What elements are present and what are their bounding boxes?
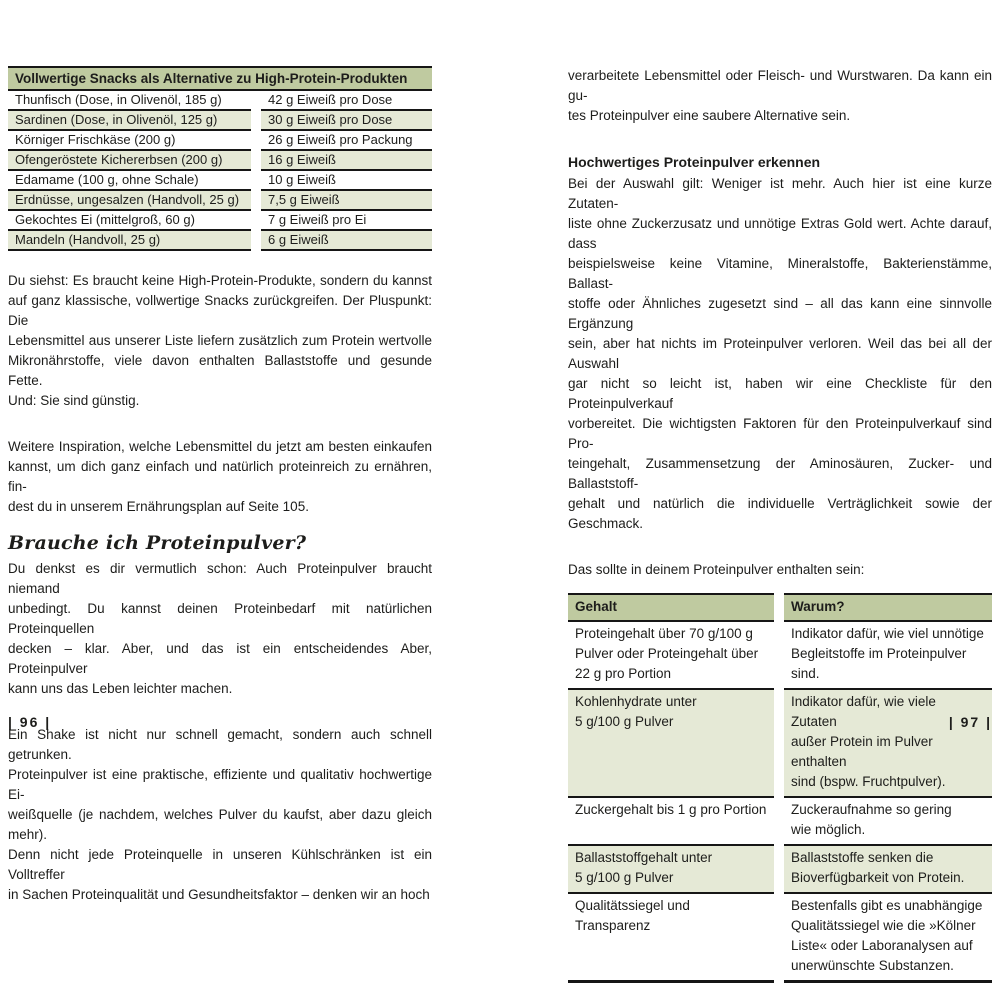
table-cell-value: 42 g Eiweiß pro Dose	[261, 91, 432, 111]
text-line: 5 g/100 g Pulver	[575, 870, 674, 885]
table-cell-reason	[784, 622, 992, 690]
column-gap	[251, 91, 261, 111]
table-cell-criterion	[568, 846, 774, 894]
table-cell-reason	[784, 894, 992, 983]
paragraph-inspiration	[8, 437, 432, 517]
table-cell-value: 7,5 g Eiweiß	[261, 191, 432, 211]
table-cell-item: Körniger Frischkäse (200 g)	[8, 131, 251, 151]
text-line: Bei der Auswahl gilt: Weniger ist mehr. Auch hier ist eine kurze Zutaten-	[568, 176, 992, 211]
text-line: Ballaststoffgehalt unter	[575, 850, 713, 865]
text-line: teingehalt, Zusammensetzung der Aminosäuren, Zucker- und Ballaststoff-	[568, 456, 992, 491]
table-row	[8, 191, 432, 211]
text-line: wie möglich.	[791, 822, 866, 837]
text-line: Indikator dafür, wie viel unnötige	[791, 626, 984, 641]
text-line: Denn nicht jede Proteinquelle in unseren Kühlschränken ist ein Volltreffer	[8, 847, 432, 882]
text-line: gehalt und natürlich die individuelle Verträglichkeit sowie der Geschmack.	[568, 496, 992, 531]
column-gap	[774, 690, 784, 798]
table-cell-criterion	[568, 798, 774, 846]
snack-table	[8, 66, 432, 251]
column-gap	[774, 593, 784, 622]
table-cell-reason	[784, 846, 992, 894]
text-line: liste ohne Zuckerzusatz und unnötige Extras Gold wert. Achte darauf, dass	[568, 216, 992, 251]
page-97	[568, 66, 992, 983]
text-line: kannst, um dich ganz einfach und natürlich proteinreich zu ernähren, fin-	[8, 459, 432, 494]
table-row	[8, 91, 432, 111]
text-line: decken – klar. Aber, und das ist ein entscheidendes Aber, Proteinpulver	[8, 641, 432, 676]
table-cell-item: Mandeln (Handvoll, 25 g)	[8, 231, 251, 251]
text-line: unbedingt. Du kannst deinen Proteinbedarf mit natürlichen Proteinquellen	[8, 601, 432, 636]
text-line: in Sachen Proteinqualität und Gesundheitsfaktor – denken wir an hoch	[8, 887, 430, 902]
text-line: verarbeitete Lebensmittel oder Fleisch- und Wurstwaren. Da kann ein gu-	[568, 68, 992, 103]
table-cell-item: Ofengeröstete Kichererbsen (200 g)	[8, 151, 251, 171]
text-line: Qualitätssiegel wie die »Kölner	[791, 918, 976, 933]
page-number-right: | 97 |	[948, 714, 992, 730]
text-line: Ballaststoffe senken die	[791, 850, 934, 865]
text-line: gar nicht so leicht ist, haben wir eine Checkliste für den Proteinpulverkauf	[568, 376, 992, 411]
text-line: Bioverfügbarkeit von Protein.	[791, 870, 965, 885]
column-gap	[251, 131, 261, 151]
text-line: dest du in unserem Ernährungsplan auf Seite 105.	[8, 499, 309, 514]
text-line: Begleitstoffe im Proteinpulver sind.	[791, 646, 967, 681]
text-line: Indikator dafür, wie viele Zutaten	[791, 694, 936, 729]
text-line: weißquelle (je nachdem, welches Pulver du kaufst, aber dazu gleich mehr).	[8, 807, 432, 842]
column-gap	[251, 211, 261, 231]
table-row	[8, 151, 432, 171]
table-cell-criterion	[568, 894, 774, 983]
text-line: vorbereitet. Die wichtigsten Faktoren für den Proteinpulverkauf sind Pro-	[568, 416, 992, 451]
paragraph-protein-need	[8, 559, 432, 699]
table-cell-value: 6 g Eiweiß	[261, 231, 432, 251]
column-gap	[251, 111, 261, 131]
table-row	[8, 171, 432, 191]
page-96	[8, 66, 432, 931]
table-header-row	[568, 593, 992, 622]
text-line: Und: Sie sind günstig.	[8, 393, 140, 408]
table-row	[8, 231, 432, 251]
table-row	[8, 131, 432, 151]
text-line: Proteingehalt über 70 g/100 g	[575, 626, 753, 641]
text-line: sind (bspw. Fruchtpulver).	[791, 774, 946, 789]
text-line: Lebensmittel aus unserer Liste liefern zusätzlich zum Protein wertvolle	[8, 333, 432, 348]
table-cell-criterion	[568, 690, 774, 798]
column-gap	[774, 846, 784, 894]
column-gap	[251, 151, 261, 171]
paragraph-processed-foods	[568, 66, 992, 126]
page-number-left: | 96 |	[8, 714, 52, 730]
column-gap	[251, 171, 261, 191]
column-gap	[251, 191, 261, 211]
text-line: 22 g pro Portion	[575, 666, 672, 681]
text-line: außer Protein im Pulver enthalten	[791, 734, 933, 769]
table-cell-criterion	[568, 622, 774, 690]
text-line: Zuckergehalt bis 1 g pro Portion	[575, 802, 767, 817]
table-cell-reason	[784, 798, 992, 846]
table-row	[568, 798, 992, 846]
text-line: Zuckeraufnahme so gering	[791, 802, 952, 817]
table-header-warum: Warum?	[784, 593, 992, 622]
text-line: kann uns das Leben leichter machen.	[8, 681, 233, 696]
text-line: Weitere Inspiration, welche Lebensmittel du jetzt am besten einkaufen	[8, 439, 432, 454]
section-heading-hochwertiges-proteinpulver: Hochwertiges Proteinpulver erkennen	[568, 154, 821, 170]
text-line: Du denkst es dir vermutlich schon: Auch Proteinpulver braucht niemand	[8, 561, 432, 596]
text-line: Du siehst: Es braucht keine High-Protein-Produkte, sondern du kannst	[8, 273, 432, 288]
table-cell-reason	[784, 690, 992, 798]
paragraph-selection-criteria	[568, 174, 992, 534]
table-cell-value: 26 g Eiweiß pro Packung	[261, 131, 432, 151]
paragraph-snacks-conclusion	[8, 271, 432, 411]
text-line: stoffe oder Ähnliches zugesetzt sind – all das kann eine sinnvolle Ergänzung	[568, 296, 992, 331]
text-line: sein, aber hat nichts im Proteinpulver verloren. Weil das bei all der Auswahl	[568, 336, 992, 371]
text-line: Mikronährstoffe, viele davon enthalten Ballaststoffe und gesunde Fette.	[8, 353, 432, 388]
column-gap	[774, 894, 784, 983]
table-row	[568, 846, 992, 894]
text-line: Bestenfalls gibt es unabhängige	[791, 898, 983, 913]
text-line: beispielsweise keine Vitamine, Mineralstoffe, Bakterienstämme, Ballast-	[568, 256, 992, 291]
snack-table-title: Vollwertige Snacks als Alternative zu High-Protein-Produkten	[8, 66, 432, 91]
table-cell-item: Gekochtes Ei (mittelgroß, 60 g)	[8, 211, 251, 231]
text-line: tes Proteinpulver eine saubere Alternative sein.	[568, 108, 851, 123]
table-cell-value: 7 g Eiweiß pro Ei	[261, 211, 432, 231]
table-cell-value: 16 g Eiweiß	[261, 151, 432, 171]
checklist-lead-in: Das sollte in deinem Proteinpulver enthalten sein:	[568, 562, 865, 577]
section-heading-brauche-ich-proteinpulver: Brauche ich Proteinpulver?	[8, 532, 307, 554]
column-gap	[774, 798, 784, 846]
table-row	[568, 894, 992, 983]
checklist-table	[568, 593, 992, 983]
column-gap	[774, 622, 784, 690]
table-row	[8, 111, 432, 131]
text-line: auf ganz klassische, vollwertige Snacks zurückgreifen. Der Pluspunkt: Die	[8, 293, 432, 328]
text-line: Liste« oder Laboranalysen auf	[791, 938, 973, 953]
text-line: Pulver oder Proteingehalt über	[575, 646, 759, 661]
table-cell-value: 10 g Eiweiß	[261, 171, 432, 191]
text-line: unerwünschte Substanzen.	[791, 958, 954, 973]
paragraph-shake	[8, 725, 432, 905]
table-row	[568, 690, 992, 798]
text-line: 5 g/100 g Pulver	[575, 714, 674, 729]
table-cell-item: Erdnüsse, ungesalzen (Handvoll, 25 g)	[8, 191, 251, 211]
table-cell-value: 30 g Eiweiß pro Dose	[261, 111, 432, 131]
text-line: Qualitätssiegel und Transparenz	[575, 898, 690, 933]
column-gap	[251, 231, 261, 251]
table-row	[8, 211, 432, 231]
table-cell-item: Thunfisch (Dose, in Olivenöl, 185 g)	[8, 91, 251, 111]
table-header-gehalt: Gehalt	[568, 593, 774, 622]
text-line: Proteinpulver ist eine praktische, effiziente und qualitativ hochwertige Ei-	[8, 767, 432, 802]
text-line: Ein Shake ist nicht nur schnell gemacht, sondern auch schnell getrunken.	[8, 727, 432, 762]
text-line: Kohlenhydrate unter	[575, 694, 697, 709]
table-cell-item: Edamame (100 g, ohne Schale)	[8, 171, 251, 191]
table-row	[568, 622, 992, 690]
table-cell-item: Sardinen (Dose, in Olivenöl, 125 g)	[8, 111, 251, 131]
